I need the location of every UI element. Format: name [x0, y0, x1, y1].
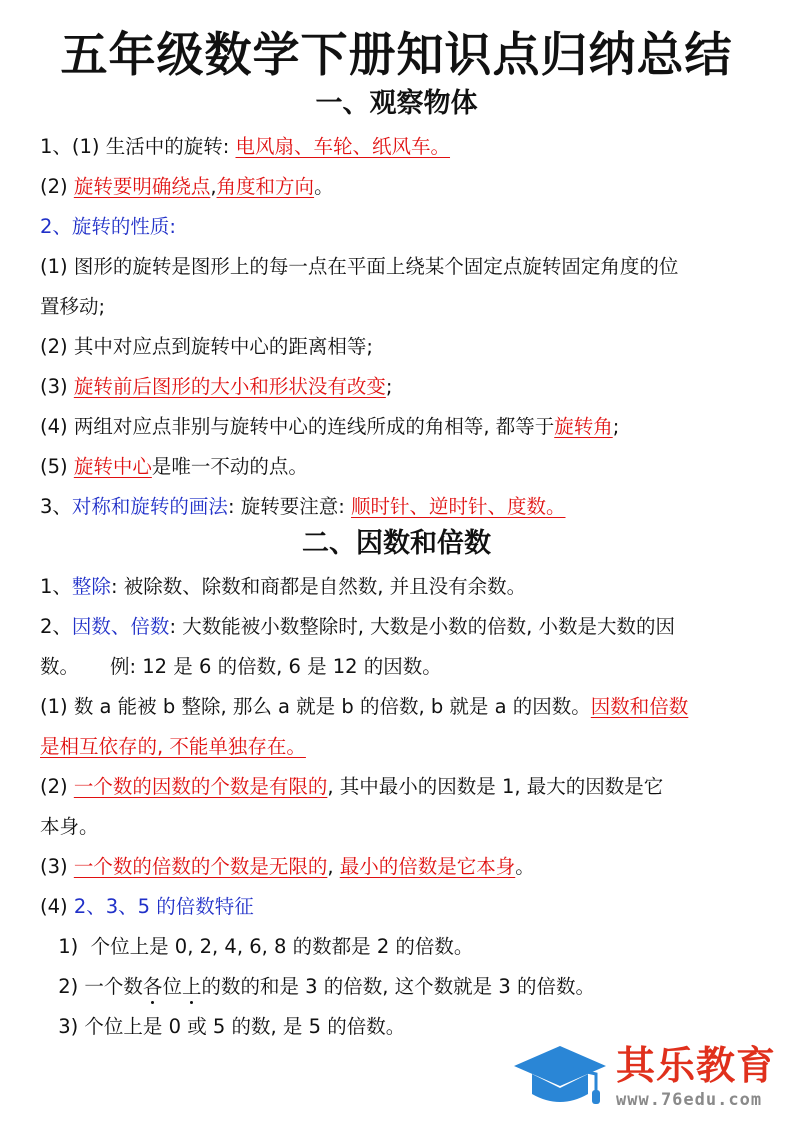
list-item: (3) 旋转前后图形的大小和形状没有改变;: [40, 375, 393, 398]
section-title-observation: 一、观察物体: [315, 88, 478, 119]
subheading-rotation-properties: 2、旋转的性质:: [40, 215, 176, 238]
list-item: 本身。: [40, 815, 99, 838]
list-item: (4) 两组对应点非别与旋转中心的连线所成的角相等, 都等于旋转角;: [40, 415, 620, 438]
list-item: (5) 旋转中心是唯一不动的点。: [40, 455, 308, 478]
page-title: 五年级数学下册知识点归纳总结: [60, 28, 733, 83]
list-item: 1) 个位上是 0, 2, 4, 6, 8 的数都是 2 的倍数。: [52, 935, 474, 958]
brand-logo: [512, 1044, 784, 1114]
section-title-factors-multiples: 二、因数和倍数: [302, 528, 491, 559]
logo-brand-name: 其乐教育: [616, 1044, 777, 1089]
list-item: 1、整除: 被除数、除数和商都是自然数, 并且没有余数。: [40, 575, 527, 598]
logo-url: www.76edu.com: [616, 1090, 763, 1110]
graduation-cap-icon: [512, 1044, 608, 1110]
list-item: 1、(1) 生活中的旋转: 电风扇、车轮、纸风车。: [40, 135, 451, 158]
list-item: 2) 一个数各位上的数的和是 3 的倍数, 这个数就是 3 的倍数。: [52, 975, 595, 998]
list-item: (1) 数 a 能被 b 整除, 那么 a 就是 b 的倍数, b 就是 a 的因数。因数和倍数: [40, 695, 689, 718]
list-item: (4) 2、3、5 的倍数特征: [40, 895, 254, 918]
list-item: 数。 例: 12 是 6 的倍数, 6 是 12 的因数。: [40, 655, 442, 678]
list-item: 置移动;: [40, 295, 106, 318]
list-item: 是相互依存的, 不能单独存在。: [40, 735, 306, 758]
list-item: (2) 旋转要明确绕点,角度和方向。: [40, 175, 334, 198]
list-item: 2、因数、倍数: 大数能被小数整除时, 大数是小数的倍数, 小数是大数的因: [40, 615, 676, 638]
list-item: (1) 图形的旋转是图形上的每一点在平面上绕某个固定点旋转固定角度的位: [40, 255, 679, 278]
list-item: (2) 其中对应点到旋转中心的距离相等;: [40, 335, 373, 358]
list-item: (3) 一个数的倍数的个数是无限的, 最小的倍数是它本身。: [40, 855, 535, 878]
list-item: 3、对称和旋转的画法: 旋转要注意: 顺时针、逆时针、度数。: [40, 495, 566, 518]
list-item: 3) 个位上是 0 或 5 的数, 是 5 的倍数。: [52, 1015, 406, 1038]
list-item: (2) 一个数的因数的个数是有限的, 其中最小的因数是 1, 最大的因数是它: [40, 775, 664, 798]
